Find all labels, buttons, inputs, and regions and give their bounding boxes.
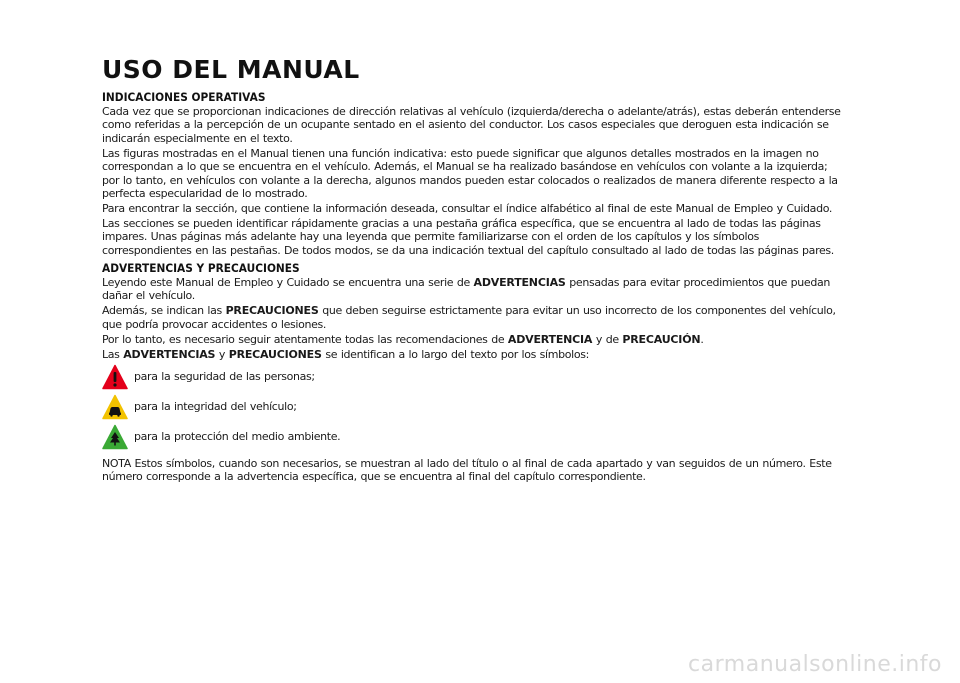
paragraph: Las secciones se pueden identificar rápidamente gracias a una pestaña gráfica específica, que se encuentra al lado de todas las páginas impares. Unas páginas más adelante hay una leyenda que permite familiarizarse con el orden de los capítulos y los símbolos correspondientes en las pestañas. De todos modos, se da una indicación textual del capítulo consultado al lado de todas las páginas pares. bbox=[102, 216, 834, 257]
symbol-text: para la protección del medio ambiente. bbox=[134, 430, 341, 444]
paragraph: Las figuras mostradas en el Manual tienen una función indicativa: esto puede significar que algunos detalles mostrados en la imagen no correspondan a lo que se encuentra en el vehículo. Además, el Manual se ha realizado basándose en vehículos con volante a la izquierda; por lo tanto, en vehículos con volante a la derecha, algunos mandos pueden estar colocados o realizados de manera diferente respecto a la perfecta especularidad de lo mostrado. bbox=[102, 146, 838, 200]
symbol-text: para la seguridad de las personas; bbox=[134, 370, 315, 384]
paragraph: Cada vez que se proporcionan indicaciones de dirección relativas al vehículo (izquierda/derecha o adelante/atrás), estas deberán entenderse como referidas a la percepción de un ocupante sentado en el asiento del conductor. Los casos especiales que deroguen esta indicación se indicarán especialmente en el texto. bbox=[102, 105, 841, 145]
symbol-row-vehiculo bbox=[102, 393, 842, 421]
symbol-row-ambiente bbox=[102, 423, 842, 451]
warning-vehicle-icon bbox=[102, 394, 128, 420]
paragraph: Leyendo este Manual de Empleo y Cuidado se encuentra una serie de ADVERTENCIAS pensadas para evitar procedimientos que puedan dañar el vehículo. bbox=[102, 275, 830, 303]
paragraph: Las ADVERTENCIAS y PRECAUCIONES se identifican a lo largo del texto por los símbolos: bbox=[102, 347, 589, 361]
manual-page bbox=[102, 56, 842, 485]
warning-person-icon bbox=[102, 364, 128, 390]
watermark: carmanualsonline.info bbox=[688, 652, 942, 677]
symbol-row-personas bbox=[102, 363, 842, 391]
note-paragraph: NOTA Estos símbolos, cuando son necesarios, se muestran al lado del título o al final de cada apartado y van seguidos de un número. Este número corresponde a la advertencia específica, que se encuentra al final del capítulo correspondiente. bbox=[102, 456, 832, 484]
symbol-text: para la integridad del vehículo; bbox=[134, 400, 297, 414]
paragraph: Por lo tanto, es necesario seguir atentamente todas las recomendaciones de ADVERTENCIA y de PRECAUCIÓN. bbox=[102, 332, 704, 346]
paragraph: Además, se indican las PRECAUCIONES que deben seguirse estrictamente para evitar un uso incorrecto de los componentes del vehículo, que podría provocar accidentes o lesiones. bbox=[102, 304, 836, 331]
section-heading-advertencias: ADVERTENCIAS Y PRECAUCIONES bbox=[102, 260, 300, 275]
section-heading-indicaciones: INDICACIONES OPERATIVAS bbox=[102, 90, 266, 104]
page-title: USO DEL MANUAL bbox=[102, 55, 360, 84]
environment-icon bbox=[102, 424, 128, 450]
paragraph: Para encontrar la sección, que contiene la información deseada, consultar el índice alfabético al final de este Manual de Empleo y Cuidado. bbox=[102, 201, 833, 215]
